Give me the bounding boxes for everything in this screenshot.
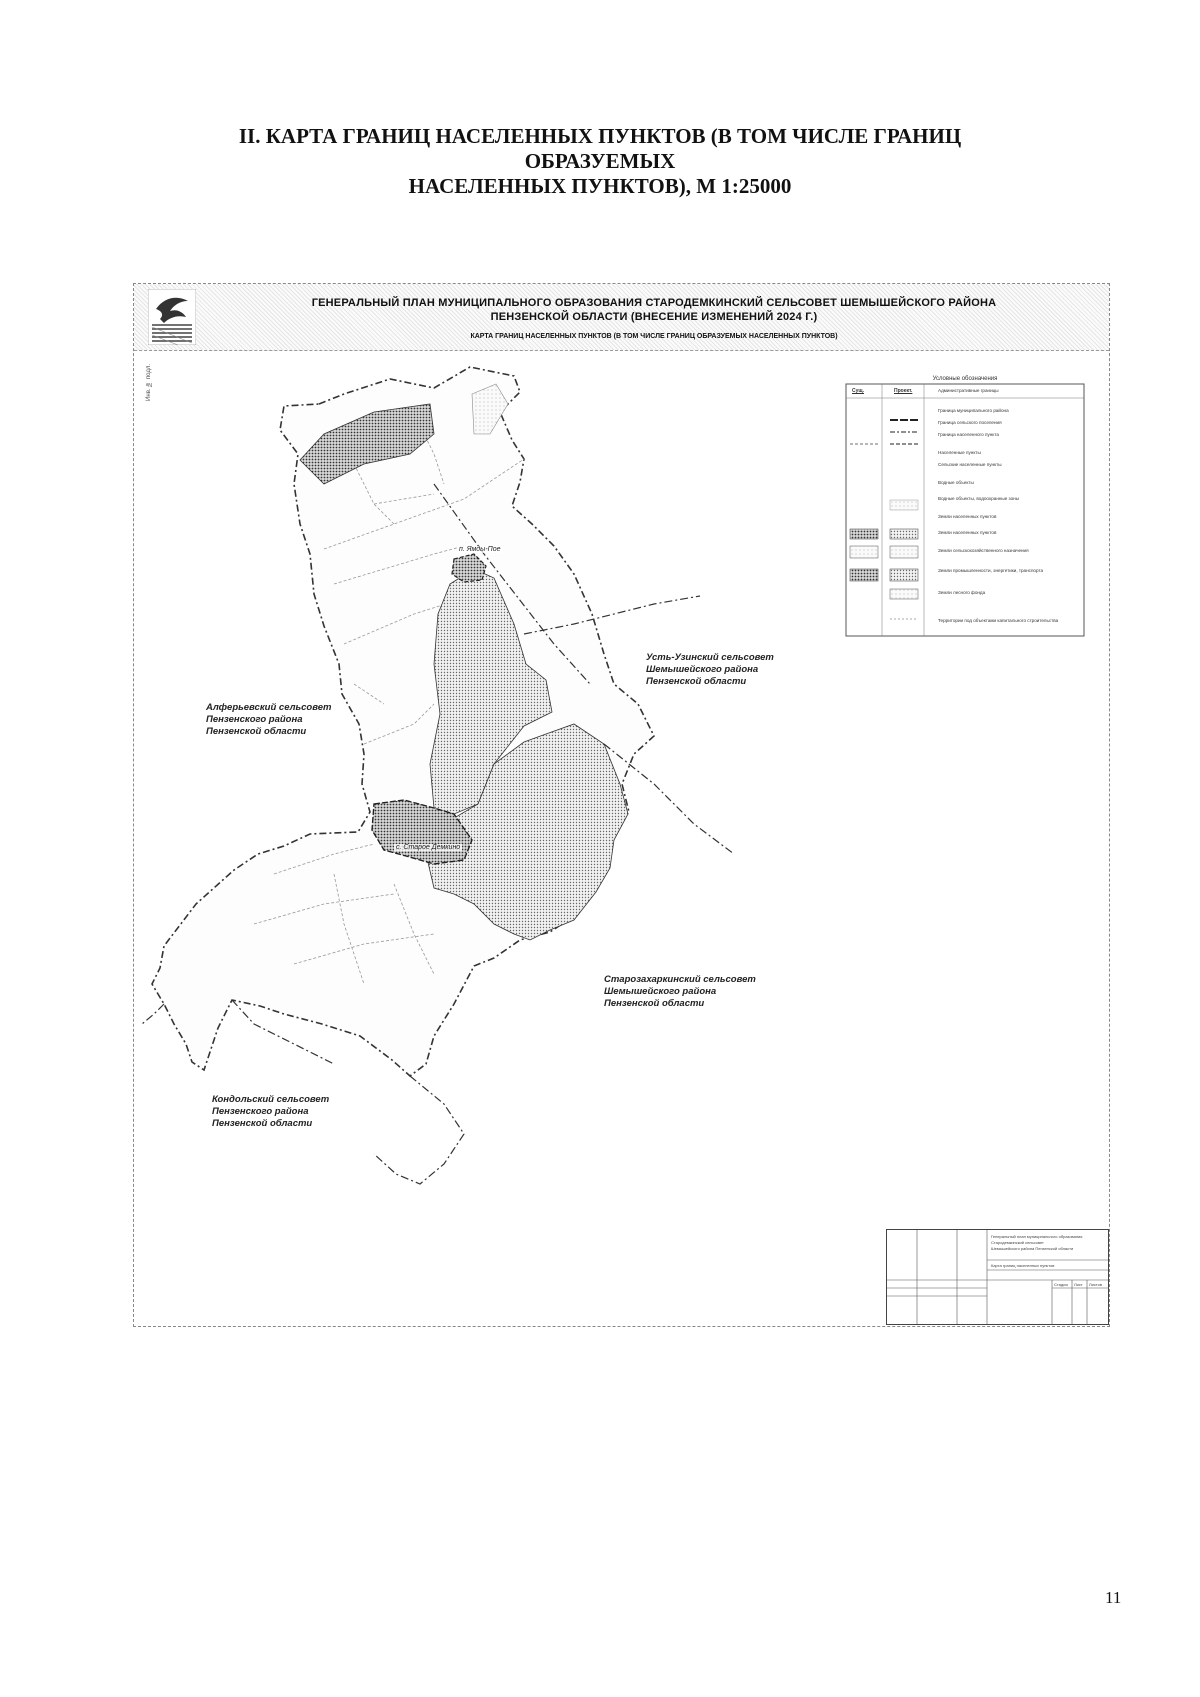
region-label-ust-uzinsky xyxy=(646,652,774,688)
region-label-line: Пензенской области xyxy=(604,998,705,1009)
title-block-stamp xyxy=(886,1229,1109,1325)
village-label-staroe-demkino: с. Старое Демкино xyxy=(396,844,461,851)
page-heading-line: НАСЕЛЕННЫХ ПУНКТОВ), М 1:25000 xyxy=(408,174,792,198)
legend-item: Граница населенного пункта xyxy=(938,432,999,437)
map-sheet xyxy=(133,283,1110,1327)
region-label-line: Пензенского района xyxy=(212,1106,309,1117)
page-heading xyxy=(150,124,1050,199)
region-label-line: Кондольский сельсовет xyxy=(212,1094,330,1105)
region-label-line: Шемышейского района xyxy=(604,986,717,997)
legend-item: Земли населенных пунктов xyxy=(938,530,997,535)
legend-item: Граница сельского поселения xyxy=(938,420,1002,425)
legend-item: Административные границы xyxy=(938,388,999,393)
legend-item: Территории под объектами капитального строительства xyxy=(938,618,1059,623)
region-label-line: Шемышейского района xyxy=(646,664,759,675)
region-label-starozakharkinsky xyxy=(604,974,756,1010)
region-label-line: Пензенской области xyxy=(212,1118,313,1129)
legend-item: Земли сельскохозяйственного назначения xyxy=(938,548,1029,553)
legend-col-existing: Сущ. xyxy=(852,388,864,394)
legend-title: Условные обозначения xyxy=(932,376,998,382)
legend-item: Водные объекты, водоохранные зоны xyxy=(938,496,1019,501)
plan-title-line: ГЕНЕРАЛЬНЫЙ ПЛАН МУНИЦИПАЛЬНОГО ОБРАЗОВАНИЯ СТАРОДЕМКИНСКИЙ СЕЛЬСОВЕТ ШЕМЫШЕЙСКОГО РАЙОНА xyxy=(311,297,997,309)
legend-item: Водные объекты xyxy=(938,480,974,485)
plan-title-line: ПЕНЗЕНСКОЙ ОБЛАСТИ (ВНЕСЕНИЕ ИЗМЕНЕНИЙ 2024 Г.) xyxy=(490,311,818,323)
region-label-line: Пензенского района xyxy=(206,714,303,725)
legend-item: Сельские населенные пункты xyxy=(938,462,1002,467)
page-heading-line: II. КАРТА ГРАНИЦ НАСЕЛЕННЫХ ПУНКТОВ (В ТОМ ЧИСЛЕ ГРАНИЦ xyxy=(238,124,962,148)
legend xyxy=(846,374,1084,636)
legend-item: Граница муниципального района xyxy=(938,408,1009,413)
stamp-text: Листов xyxy=(1089,1282,1102,1287)
legend-item: Земли населенных пунктов xyxy=(938,514,997,519)
region-label-line: Усть-Узинский сельсовет xyxy=(646,652,774,663)
region-label-line: Старозахаркинский сельсовет xyxy=(604,974,756,985)
region-label-line: Алферьевский сельсовет xyxy=(206,702,332,713)
region-label-line: Пензенской области xyxy=(206,726,307,737)
legend-item: Земли лесного фонда xyxy=(938,590,986,595)
region-label-kondolsky xyxy=(212,1094,329,1130)
stamp-text: Лист xyxy=(1074,1282,1083,1287)
page-number: 11 xyxy=(1105,1588,1122,1607)
stamp-text: Стадия xyxy=(1054,1282,1068,1287)
region-label-line: Пензенской области xyxy=(646,676,747,687)
legend-item: Населенные пункты xyxy=(938,450,981,455)
village-label-yamdy-poe: п. Ямды-Пое xyxy=(459,546,501,553)
map-title: КАРТА ГРАНИЦ НАСЕЛЕННЫХ ПУНКТОВ (В ТОМ ЧИСЛЕ ГРАНИЦ ОБРАЗУЕМЫХ НАСЕЛЕННЫХ ПУНКТОВ) xyxy=(470,333,838,340)
stamp-text: Шемышейского района Пензенской области xyxy=(991,1246,1074,1251)
legend-item: Земли промышленности, энергетики, транспорта xyxy=(938,568,1044,573)
side-stamp: Инв. № подл. xyxy=(146,364,152,401)
page-heading-line: ОБРАЗУЕМЫХ xyxy=(524,149,676,173)
stamp-text: Генеральный план муниципального образования xyxy=(991,1234,1083,1239)
stamp-text: Карта границ населенных пунктов xyxy=(991,1263,1055,1268)
legend-col-planned: Проект. xyxy=(894,388,913,394)
region-label-alferyevsky xyxy=(206,702,331,738)
stamp-text: Стародемкинский сельсовет xyxy=(991,1240,1044,1245)
